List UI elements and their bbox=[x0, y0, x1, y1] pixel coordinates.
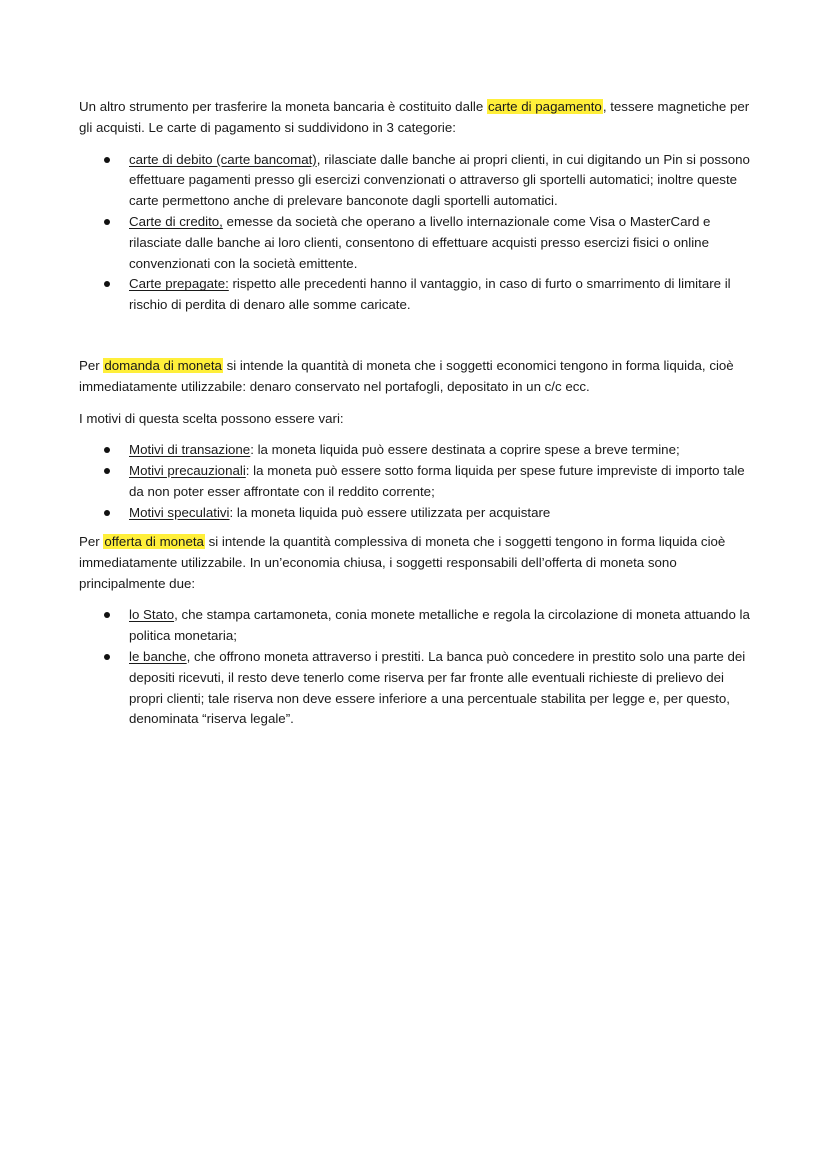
list-item-text: : la moneta può essere sotto forma liquida per spese future impreviste di importo tale da non poter esser affrontate con il reddito corrente; bbox=[129, 463, 745, 499]
list-item bbox=[79, 440, 751, 461]
list-item bbox=[79, 647, 751, 730]
list-item bbox=[79, 150, 751, 212]
paragraph-domanda-intro bbox=[79, 356, 751, 398]
underlined-term: Motivi precauzionali bbox=[129, 463, 246, 479]
underlined-term: Motivi speculativi bbox=[129, 504, 230, 520]
bullet-list-motivi bbox=[79, 440, 751, 523]
text-run: Un altro strumento per trasferire la moneta bancaria è costituito dalle bbox=[79, 99, 487, 114]
paragraph-motivi-lead: I motivi di questa scelta possono essere vari: bbox=[79, 410, 344, 426]
highlight-term: offerta di moneta bbox=[104, 534, 204, 549]
underlined-term: lo Stato bbox=[129, 607, 175, 623]
list-item bbox=[79, 503, 751, 524]
section-offerta-di-moneta bbox=[79, 532, 751, 730]
list-item bbox=[79, 461, 751, 503]
highlight-term: domanda di moneta bbox=[104, 358, 222, 373]
paragraph-offerta-intro bbox=[79, 532, 751, 594]
bullet-list-offerta bbox=[79, 605, 751, 730]
text-run: si intende la quantità di moneta che i soggetti economici tengono in forma liquida, cioè immediatamente utilizzabile: denaro conservato nel portafogli, depositato in un c/c ecc. bbox=[79, 358, 734, 394]
list-item-text: , che stampa cartamoneta, conia monete metalliche e regola la circolazione di moneta attuando la politica monetaria; bbox=[129, 607, 750, 644]
bullet-list-carte bbox=[79, 150, 751, 316]
list-item-text: , che offrono moneta attraverso i prestiti. La banca può concedere in prestito solo una parte dei depositi ricevuti, il resto deve tenerlo come riserva per far fronte alle eventuali richieste di prelievo dei propri clienti; tale riserva non deve essere inferiore a una percentuale stabilita per legge e, per questo, denominata “riserva legale”. bbox=[129, 648, 746, 727]
list-item-text: : la moneta liquida può essere destinata a coprire spese a breve termine; bbox=[250, 442, 680, 458]
text-run: , tessere magnetiche per gli acquisti. Le carte di pagamento si suddividono in 3 categorie: bbox=[79, 99, 750, 135]
list-item-text: rispetto alle precedenti hanno il vantaggio, in caso di furto o smarrimento di limitare il rischio di perdita di denaro alle somme caricate. bbox=[129, 276, 731, 313]
section-domanda-di-moneta bbox=[79, 356, 751, 524]
underlined-term: le banche bbox=[129, 648, 187, 664]
highlight-term: carte di pagamento bbox=[487, 99, 602, 114]
section-carte-di-pagamento bbox=[79, 97, 751, 316]
text-run: si intende la quantità complessiva di moneta che i soggetti tengono in forma liquida cioè immediatamente utilizzabile. In un’economia chiusa, i soggetti responsabili dell’offerta di moneta sono principalmente due: bbox=[79, 534, 726, 591]
list-item bbox=[79, 274, 751, 316]
paragraph-carte-intro bbox=[79, 97, 751, 139]
list-item bbox=[79, 605, 751, 647]
list-item-text: , rilasciate dalle banche ai propri clienti, in cui digitando un Pin si possono effettuare pagamenti presso gli esercizi convenzionati o attraverso gli sportelli automatici; inoltre queste carte permettono anche di prelevare banconote dagli sportelli automatici. bbox=[129, 151, 750, 209]
list-item-text: : la moneta liquida può essere utilizzata per acquistare bbox=[229, 504, 551, 520]
underlined-term: Carte di credito, bbox=[129, 213, 223, 229]
underlined-term: carte di debito (carte bancomat) bbox=[129, 151, 317, 167]
underlined-term: Carte prepagate: bbox=[129, 276, 229, 292]
text-run: Per bbox=[79, 534, 104, 549]
text-run: Per bbox=[79, 358, 104, 373]
underlined-term: Motivi di transazione bbox=[129, 442, 251, 458]
list-item bbox=[79, 212, 751, 274]
list-item-text: emesse da società che operano a livello internazionale come Visa o MasterCard e rilasciate dalle banche ai loro clienti, consentono di effettuare acquisti presso esercizi fisici o online convenzionati con la società emittente. bbox=[129, 213, 711, 271]
